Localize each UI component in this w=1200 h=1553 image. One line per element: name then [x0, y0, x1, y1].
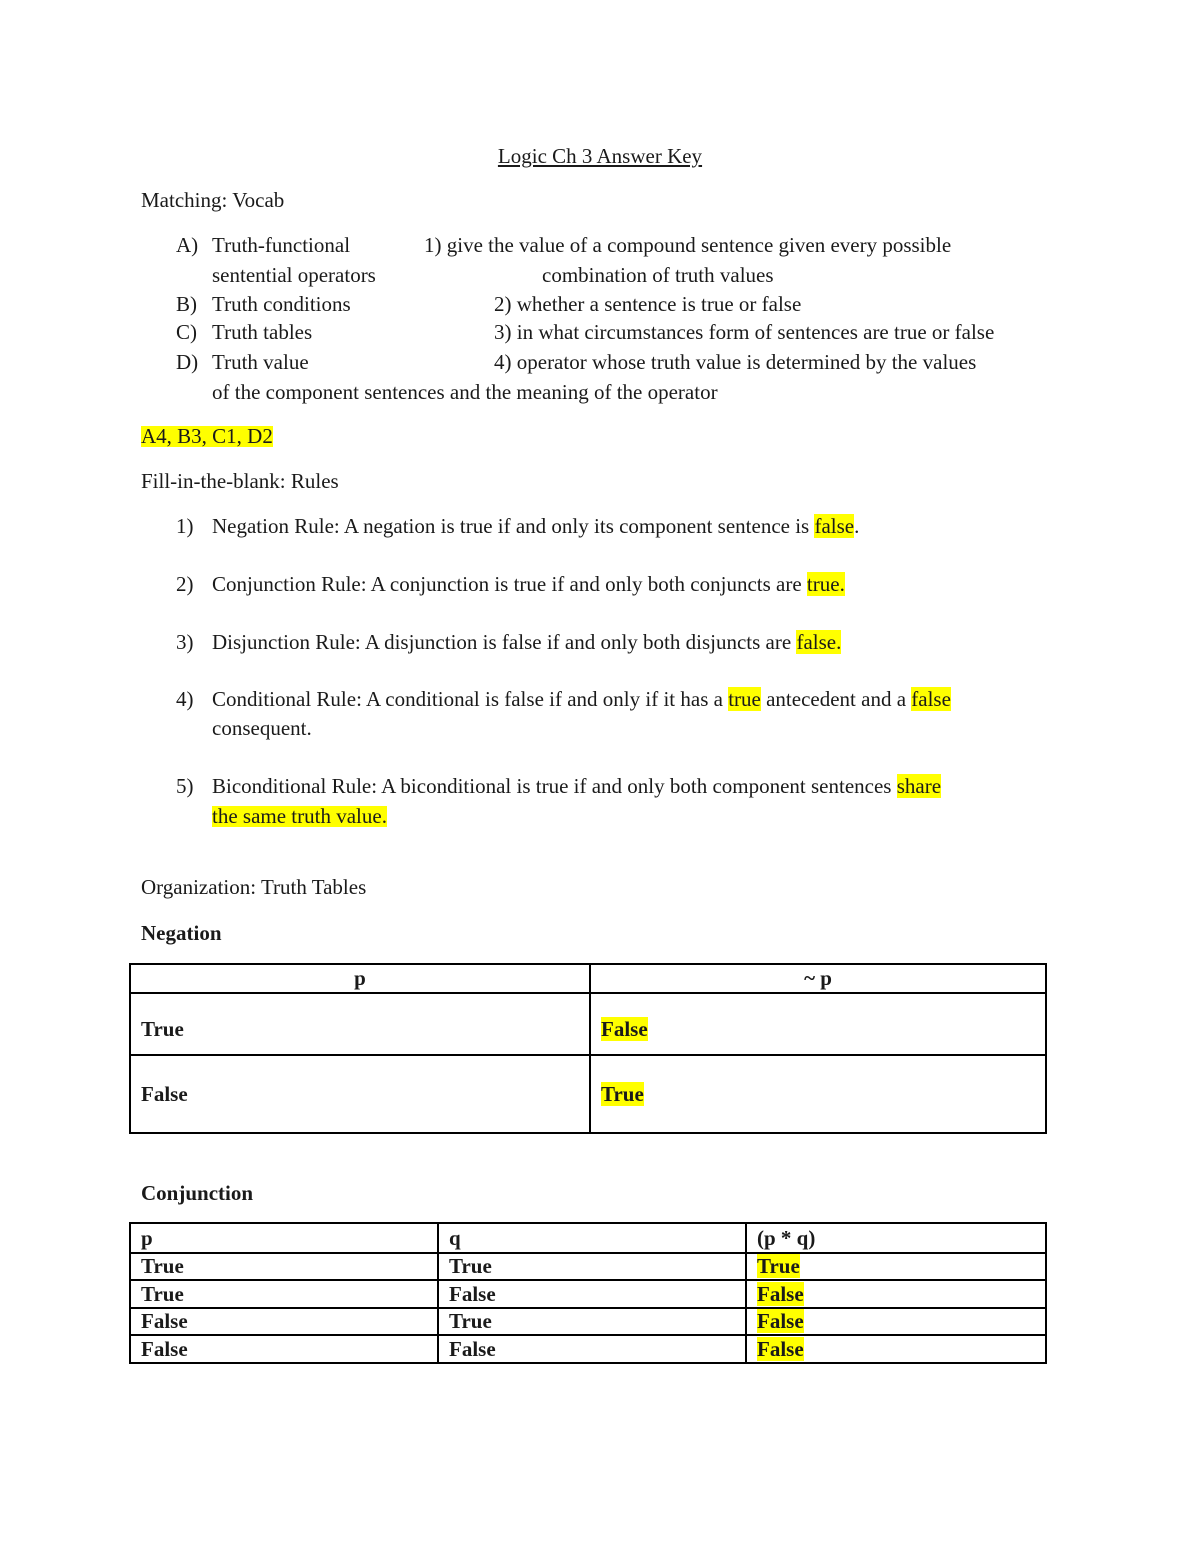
rule-text — [212, 632, 841, 653]
rule-statement: Disjunction Rule: A disjunction is false if and only both disjuncts are — [212, 630, 797, 654]
rule-text — [212, 689, 951, 710]
matching-letter: C) — [176, 320, 197, 344]
table-row — [130, 993, 1046, 1055]
rule-answer: false. — [796, 630, 842, 654]
table-cell — [746, 1335, 1046, 1363]
negation-table-heading: Negation — [141, 921, 222, 945]
rule-answer: false — [911, 687, 951, 711]
rule-answer: true. — [806, 572, 845, 596]
table-header-cell: q — [438, 1223, 746, 1253]
table-cell: False — [130, 1308, 438, 1335]
table-cell: True — [438, 1253, 746, 1280]
matching-letter: B) — [176, 292, 197, 316]
table-row — [130, 1308, 1046, 1335]
table-header-cell: p — [130, 1223, 438, 1253]
table-cell — [590, 993, 1046, 1055]
cell-answer: False — [757, 1309, 804, 1333]
matching-term: Truth value — [212, 350, 309, 374]
conjunction-table-heading: Conjunction — [141, 1181, 254, 1205]
matching-definition: 1) give the value of a compound sentence given every possible — [424, 233, 952, 257]
rule-answer: true — [728, 687, 761, 711]
rule-number: 5) — [176, 774, 194, 798]
rule-answer: share — [896, 774, 942, 798]
rule-punctuation: . — [854, 514, 860, 538]
rule-number: 1) — [176, 514, 194, 538]
table-row — [130, 1253, 1046, 1280]
table-cell — [746, 1308, 1046, 1335]
table-cell: False — [438, 1335, 746, 1363]
cell-answer: False — [601, 1017, 648, 1041]
matching-term: Truth-functional — [212, 233, 351, 257]
matching-letter: D) — [176, 350, 199, 374]
matching-definition: 3) in what circumstances form of sentences are true or false — [494, 320, 995, 344]
page-title: Logic Ch 3 Answer Key — [497, 144, 703, 168]
rule-answer: false — [814, 514, 855, 538]
table-cell — [130, 993, 590, 1055]
table-row — [130, 1055, 1046, 1133]
matching-definition: 4) operator whose truth value is determined by the values — [494, 350, 977, 374]
cell-answer: False — [757, 1281, 804, 1306]
table-cell: False — [438, 1280, 746, 1308]
matching-definition-continued: of the component sentences and the meaning of the operator — [212, 380, 718, 404]
rule-statement-middle: antecedent and a — [760, 687, 912, 711]
table-cell: True — [130, 1280, 438, 1308]
rule-statement: Conditional Rule: A conditional is false if and only if it has a — [212, 687, 729, 711]
rule-statement: Conjunction Rule: A conjunction is true if and only both conjuncts are — [212, 572, 807, 596]
table-cell: False — [130, 1335, 438, 1363]
cell-answer: True — [601, 1082, 644, 1106]
rule-answer-continued: the same truth value. — [212, 804, 387, 828]
table-cell: True — [130, 1253, 438, 1280]
table-cell — [590, 1055, 1046, 1133]
matching-term: Truth conditions — [212, 292, 351, 316]
table-row — [130, 1335, 1046, 1363]
rule-statement: Biconditional Rule: A biconditional is true if and only both component sentences — [212, 774, 897, 798]
matching-definition: 2) whether a sentence is true or false — [494, 292, 802, 316]
table-header-cell: (p * q) — [746, 1223, 1046, 1253]
cell-answer: True — [757, 1254, 800, 1278]
cell-answer: False — [757, 1336, 804, 1361]
organization-heading: Organization: Truth Tables — [141, 875, 367, 899]
matching-answer: A4, B3, C1, D2 — [141, 424, 273, 448]
table-header-row — [130, 964, 1046, 993]
rule-text — [212, 776, 941, 797]
cell-value: True — [141, 1017, 184, 1041]
rule-number: 2) — [176, 572, 194, 596]
rule-number: 3) — [176, 630, 194, 654]
matching-term: Truth tables — [212, 320, 313, 344]
table-cell — [130, 1055, 590, 1133]
table-cell — [746, 1253, 1046, 1280]
conjunction-table — [129, 1222, 1047, 1364]
table-header-row — [130, 1223, 1046, 1253]
rule-text — [212, 516, 859, 537]
table-header-cell: ~ p — [590, 964, 1046, 993]
rules-heading: Fill-in-the-blank: Rules — [141, 469, 339, 493]
rule-number: 4) — [176, 687, 194, 711]
matching-heading: Matching: Vocab — [141, 188, 285, 212]
matching-letter: A) — [176, 233, 199, 257]
rule-statement: Negation Rule: A negation is true if and only its component sentence is — [212, 514, 815, 538]
negation-table — [129, 963, 1047, 1134]
table-row — [130, 1280, 1046, 1308]
rule-text — [212, 574, 845, 595]
matching-term-continued: sentential operators — [212, 263, 376, 287]
rule-text-continued: consequent. — [212, 716, 312, 740]
table-cell — [746, 1280, 1046, 1308]
table-header-cell: p — [130, 964, 590, 993]
cell-value: False — [141, 1082, 188, 1106]
table-cell: True — [438, 1308, 746, 1335]
matching-definition-continued: combination of truth values — [542, 263, 774, 287]
